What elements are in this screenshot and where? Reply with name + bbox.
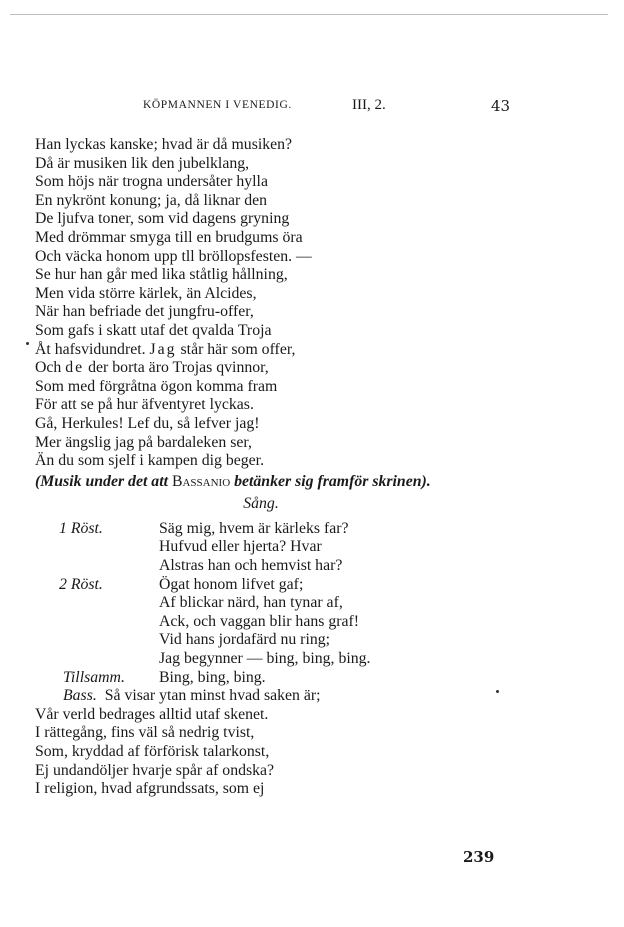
- running-header: [0, 98, 624, 116]
- tutti-block: [35, 669, 595, 688]
- character-name: Bassanio: [171, 472, 231, 490]
- voice-2-block: [35, 576, 595, 669]
- emphasized-word: de: [65, 359, 85, 377]
- verse-line: Han lyckas kanske; hvad är då musiken?: [35, 136, 293, 153]
- verse-line: Gå, Herkules! Lef du, så lefver jag!: [35, 414, 260, 432]
- verse-text: der borta äro Trojas qvinnor,: [84, 359, 269, 377]
- song-line: Ack, och vaggan blir hans graf!: [159, 612, 360, 630]
- page-body: [35, 136, 595, 799]
- page-edge-line: [10, 14, 608, 15]
- song-line: Bing, bing, bing.: [159, 668, 266, 686]
- verse-line: [35, 341, 595, 360]
- footer-number: 239: [463, 848, 495, 866]
- verse-line: Som, kryddad af förförisk talarkonst,: [35, 743, 270, 760]
- verse-line: Ej undandöljer hvarje spår af ondska?: [35, 761, 275, 779]
- bass-first-line: [35, 687, 595, 706]
- verse-line: I rättegång, fins väl så nedrig tvist,: [35, 724, 255, 742]
- verse-text: Åt hafsvidundret.: [35, 340, 150, 358]
- song-line: Säg mig, hvem är kärleks far?: [159, 519, 349, 537]
- emphasized-word: Jag: [149, 340, 177, 358]
- header-title: KÖPMANNEN I VENEDIG.: [143, 99, 292, 111]
- song-line: Hufvud eller hjerta? Hvar: [159, 538, 322, 556]
- verse-text: Och: [35, 359, 66, 377]
- voice-1-label: 1 Röst.: [59, 519, 103, 537]
- verse-line: En nykrönt konung; ja, då liknar den: [35, 191, 268, 209]
- verse-line: Och väcka honom upp tll bröllopsfesten. —: [35, 247, 312, 265]
- verse-line: Då är musiken lik den jubelklang,: [35, 154, 250, 172]
- song-line: Ögat honom lifvet gaf;: [159, 575, 304, 593]
- verse-line: [35, 359, 595, 378]
- verse-line: När han befriade det jungfru-offer,: [35, 303, 254, 321]
- verse-line: För att se på hur äfventyret lyckas.: [35, 396, 254, 414]
- voice-1-block: [35, 520, 595, 576]
- verse-line: Som gafs i skatt utaf det qvalda Troja: [35, 321, 272, 339]
- verse-line: Än du som sjelf i kampen dig beger.: [35, 452, 265, 470]
- verse-line: Mer ängslig jag på bardaleken ser,: [35, 433, 252, 451]
- verse-text: Så visar ytan minst hvad saken är;: [104, 687, 321, 705]
- verse-line: Som med förgråtna ögon komma fram: [35, 377, 278, 395]
- verse-line: I religion, hvad afgrundssats, som ej: [35, 780, 265, 798]
- tutti-label: Tillsamm.: [63, 668, 125, 686]
- ink-speck: [26, 342, 29, 345]
- bass-label: Bass.: [63, 687, 97, 705]
- song-line: Alstras han och hemvist har?: [159, 557, 343, 575]
- stage-direction: (Musik under det att Bassanio betänker sig framför skrinen).: [35, 472, 431, 490]
- voice-2-label: 2 Röst.: [59, 575, 103, 593]
- verse-text: står här som offer,: [176, 340, 296, 358]
- header-page-number: 43: [491, 97, 511, 115]
- header-act-scene: III, 2.: [352, 97, 386, 113]
- verse-line: Med drömmar smyga till en brudgums öra: [35, 228, 303, 246]
- verse-line: Se hur han går med lika ståtlig hållning,: [35, 266, 288, 284]
- song-title: Sång.: [243, 495, 279, 513]
- song-line: Vid hans jordafärd nu ring;: [159, 631, 331, 649]
- verse-line: Som höjs när trogna undersåter hylla: [35, 173, 268, 191]
- verse-line: De ljufva toner, som vid dagens gryning: [35, 210, 290, 228]
- ink-speck: [496, 690, 499, 693]
- song-line: Af blickar närd, han tynar af,: [159, 594, 343, 612]
- verse-line: Men vida större kärlek, än Alcides,: [35, 284, 257, 302]
- verse-line: Vår verld bedrages alltid utaf skenet.: [35, 705, 269, 723]
- song-line: Jag begynner — bing, bing, bing.: [159, 650, 371, 668]
